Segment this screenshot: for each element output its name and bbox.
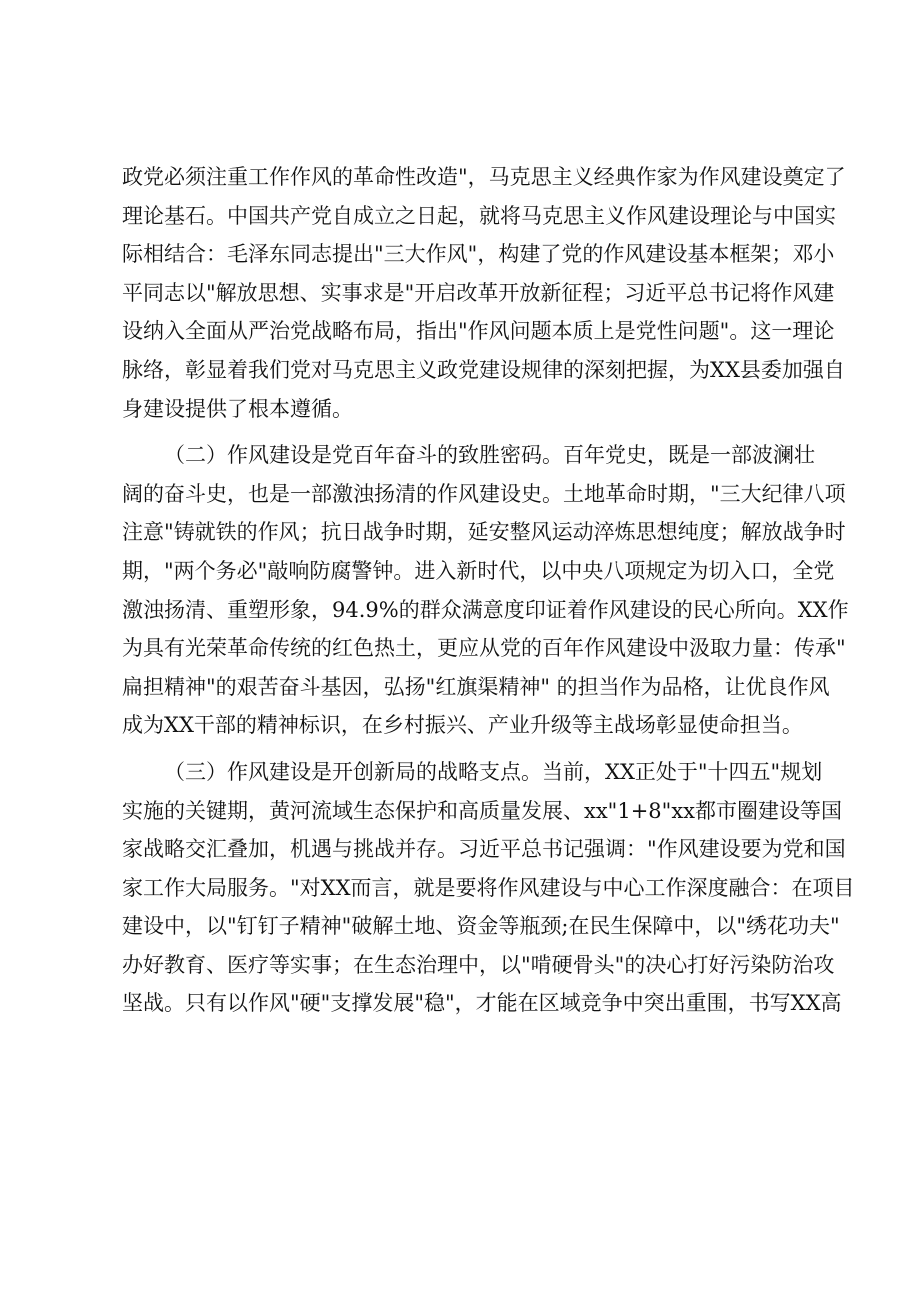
paragraph-2 [122,436,849,745]
text-line: 家战略交汇叠加，机遇与挑战并存。习近平总书记强调："作风建设要为党和国 [122,837,846,862]
document-body [122,158,855,1023]
text-line: 坚战。只有以作风"硬"支撑发展"稳"，才能在区域竞争中突出重围，书写XX高 [122,991,842,1016]
text-line: 设纳入全面从严治党战略布局，指出"作风问题本质上是党性问题"。这一理论 [122,319,835,344]
text-line: 际相结合：毛泽东同志提出"三大作风"，构建了党的作风建设基本框架；邓小 [122,242,835,267]
text-line: 身建设提供了根本遵循。 [122,396,353,421]
paragraph-1 [122,158,846,428]
paragraph-3 [122,753,855,1023]
text-line: 脉络，彰显着我们党对马克思主义政党建设规律的深刻把握，为XX县委加强自 [122,357,845,382]
text-line: 理论基石。中国共产党自成立之日起，就将马克思主义作风建设理论与中国实 [122,203,836,228]
paragraph-gap [122,428,798,436]
text-line: 家工作大局服务。"对XX而言，就是要将作风建设与中心工作深度融合：在项目 [122,875,855,900]
text-line: 平同志以"解放思想、实事求是"开启改革开放新征程；习近平总书记将作风建 [122,280,835,305]
text-line: 建设中，以"钉钉子精神"破解土地、资金等瓶颈;在民生保障中，以"绣花功夫" [122,914,840,939]
text-line: 实施的关键期，黄河流域生态保护和高质量发展、xx"1+8"xx都市圈建设等国 [122,798,843,823]
text-line: 成为XX干部的精神标识，在乡村振兴、产业升级等主战场彰显使命担当。 [122,713,803,738]
text-line: 为具有光荣革命传统的红色热土，更应从党的百年作风建设中汲取力量：传承" [122,636,846,661]
text-line: （三）作风建设是开创新局的战略支点。当前，XX正处于"十四五"规划 [164,759,823,784]
text-line: 办好教育、医疗等实事；在生态治理中，以"啃硬骨头"的决心打好污染防治攻 [122,952,835,977]
text-line: 扁担精神"的艰苦奋斗基因，弘扬"红旗渠精神" 的担当作为品格，让优良作风 [122,674,830,699]
text-line: 阔的奋斗史，也是一部激浊扬清的作风建设史。土地革命时期，"三大纪律八项 [122,481,846,506]
text-line: 期，"两个务必"敲响防腐警钟。进入新时代，以中央八项规定为切入口，全党 [122,558,835,583]
text-line: 注意"铸就铁的作风；抗日战争时期，延安整风运动淬炼思想纯度；解放战争时 [122,520,846,545]
text-line: （二）作风建设是党百年奋斗的致胜密码。百年党史，既是一部波澜壮 [164,443,815,468]
text-line: 激浊扬清、重塑形象，94.9%的群众满意度印证着作风建设的民心所向。XX作 [122,597,849,622]
paragraph-gap [122,745,798,753]
text-line: 政党必须注重工作作风的革命性改造"，马克思主义经典作家为作风建设奠定了 [122,165,846,189]
